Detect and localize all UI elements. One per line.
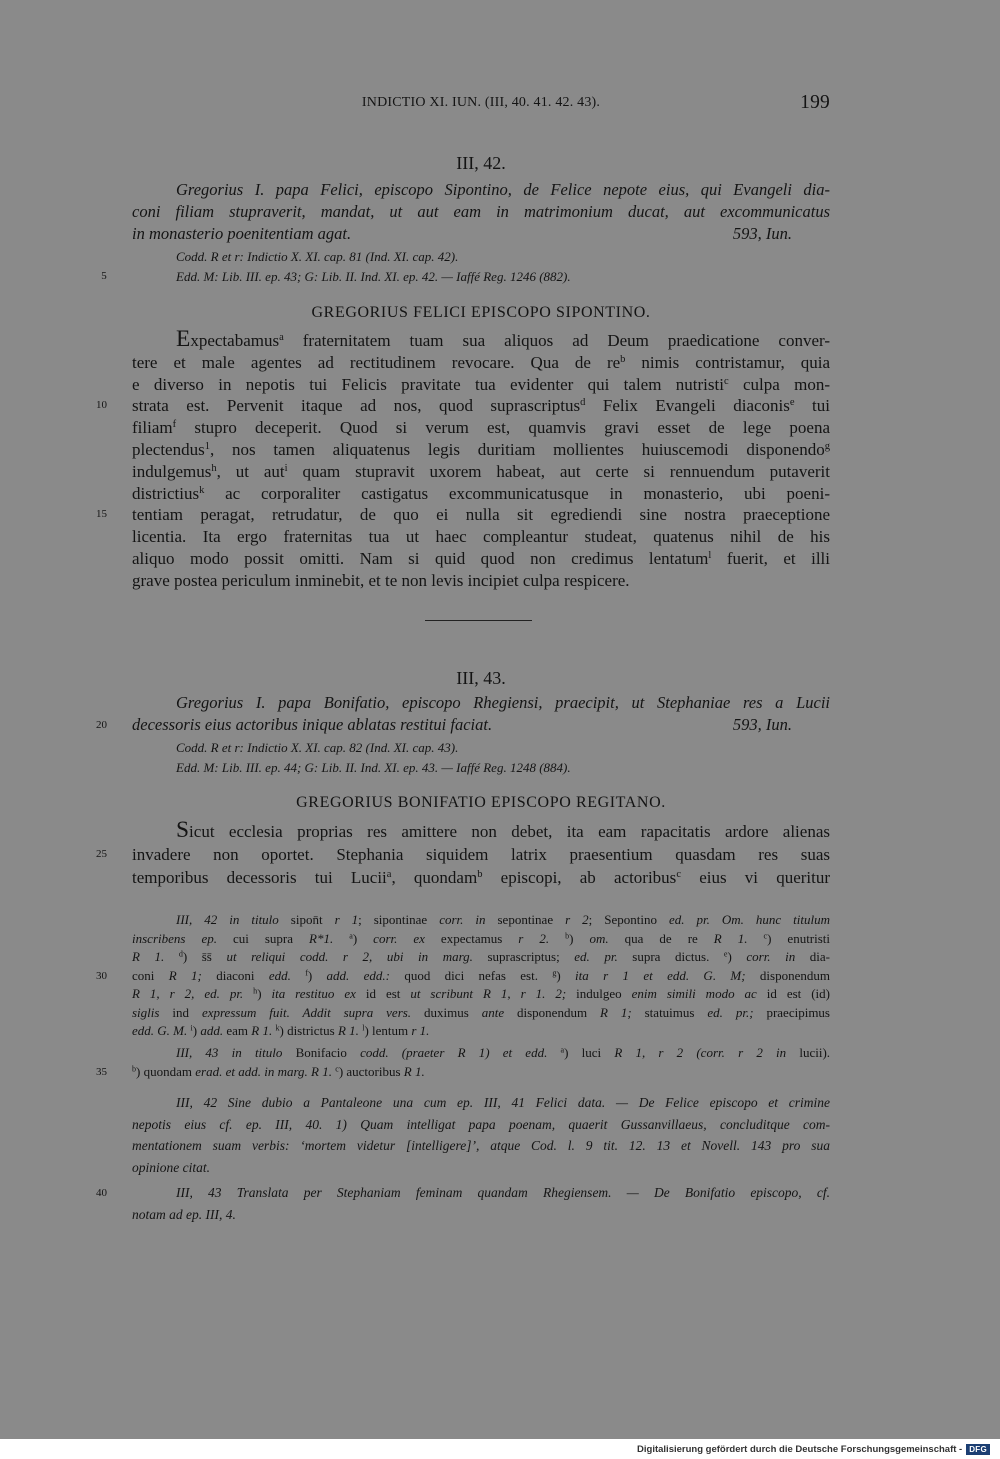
text-run: coni — [132, 967, 169, 983]
letter-sources — [101, 247, 830, 286]
letter-title: GREGORIUS BONIFATIO EPISCOPO REGITANO. — [296, 794, 666, 811]
text-run: III, 43 Translata per Stephaniam feminam quandam Rhegiensem. — De Bonifatio episcopo, cf. — [176, 1185, 830, 1200]
italic-text: R 1. — [713, 930, 748, 946]
letter-body — [96, 817, 831, 889]
text-run: qua de re — [608, 930, 714, 946]
italic-text: R*1. — [309, 930, 334, 946]
text-run: fuerit, et illi — [711, 548, 830, 568]
text-run: strata est. Pervenit itaque ad nos, quod suprascriptus — [132, 396, 581, 416]
text-run: Gregorius I. papa Felici, episcopo Sipontino, de Felice nepote eius, qui Evangeli dia- — [176, 180, 830, 199]
italic-text: r 1 — [334, 912, 359, 927]
footnote-marker: d — [178, 949, 183, 959]
text-run: filiam — [132, 418, 173, 438]
text-run: Edd. M: Lib. III. ep. 44; G: Lib. II. Ind. XI. ep. 43. — Iaffé Reg. 1248 (884). — [176, 760, 571, 775]
italic-text: R 1; — [168, 967, 202, 983]
footer-bar — [0, 1439, 1000, 1459]
text-run: ) — [192, 1023, 201, 1038]
italic-text: ita r 1 et edd. G. M; — [575, 967, 746, 983]
text-run: supra dictus. — [617, 949, 724, 964]
footnote-marker: f — [305, 968, 308, 978]
text-line — [132, 247, 830, 267]
text-run: Bonifacio — [282, 1045, 361, 1060]
margin-line-number: 10 — [96, 399, 107, 412]
italic-text: R 1, r 2, ed. pr. — [132, 986, 244, 1001]
italic-text: siglis — [132, 1004, 160, 1020]
text-line — [132, 548, 830, 570]
margin-line-number: 5 — [101, 269, 107, 282]
text-run — [164, 949, 179, 964]
text-run: ; Sepontino — [588, 912, 669, 927]
text-run: statuimus — [631, 1004, 708, 1020]
text-run: cui supra — [216, 930, 310, 946]
text-run — [710, 912, 722, 927]
text-run: quam stupravit uxorem habeat, aut certe si rennuendum putaverit — [287, 461, 830, 481]
text-run: eius vi queritur — [681, 868, 831, 887]
text-run: sipon̄t — [278, 912, 335, 927]
italic-text: R 1. — [251, 1023, 273, 1038]
italic-text: R 1. — [132, 949, 165, 964]
text-run — [547, 1045, 560, 1060]
text-run: Codd. R et r: Indictio X. XI. cap. 81 (Ind. XI. cap. 42). — [176, 249, 459, 264]
text-run: in monasterio poenitentiam agat. — [132, 224, 352, 243]
italic-text: Om. hunc titulum — [721, 912, 831, 927]
text-run: culpa mon- — [728, 374, 830, 394]
text-run: notam ad ep. III, 4. — [132, 1207, 236, 1222]
text-line — [132, 692, 830, 714]
text-run: ) — [727, 949, 747, 964]
italic-text: ut scribunt R 1, r 1. 2; — [410, 986, 567, 1001]
italic-text: erad. et add. in marg. R 1. — [195, 1063, 332, 1079]
italic-text: corr. in — [439, 912, 486, 927]
text-line — [96, 395, 830, 417]
text-run — [549, 931, 565, 946]
footnote-marker: c — [335, 1064, 339, 1074]
line-text — [132, 714, 492, 736]
italic-text: ita restituo ex — [271, 986, 356, 1001]
italic-text: R 1, r 2 (corr. r 2 in — [614, 1045, 787, 1060]
text-line — [132, 948, 830, 967]
text-run: Edd. M: Lib. III. ep. 43; G: Lib. II. Ind. XI. ep. 42. — Iaffé Reg. 1246 (882). — [176, 268, 571, 284]
text-run: districtius — [132, 483, 200, 503]
letter-regest — [132, 179, 830, 245]
italic-text: inscribens ep. — [132, 930, 217, 946]
text-line — [96, 1063, 830, 1082]
margin-line-number: 25 — [96, 848, 107, 860]
text-line — [132, 352, 830, 374]
letter-sources — [132, 738, 830, 778]
italic-text: add. edd.: — [326, 967, 390, 983]
text-run: , ut aut — [216, 461, 285, 481]
footnote-marker: g — [824, 441, 830, 453]
italic-text: ed. pr. — [574, 949, 618, 964]
text-line — [132, 930, 830, 949]
text-run: grave postea periculum inminebit, et te non levis incipiet culpa respicere. — [132, 570, 630, 590]
italic-text: edd. — [268, 967, 291, 983]
italic-text: corr. in — [746, 949, 796, 964]
text-run: suprascriptus; — [472, 949, 575, 964]
margin-line-number: 30 — [96, 969, 107, 982]
italic-text: om. — [589, 930, 609, 946]
text-run: ac corporaliter castigatus excommunicatusque in monasterio, ubi poeni- — [204, 483, 830, 503]
text-run: aliquo modo possit omitti. Nam si quid quod non credimus lentatum — [132, 548, 709, 568]
text-line — [132, 1092, 830, 1114]
italic-text: enim simili modo ac — [631, 986, 757, 1001]
italic-text: ante — [481, 1004, 505, 1020]
text-run: mentationem suam verbis: ‘mortem videtur [intelligere]’, atque Cod. l. 9 tit. 12. 13 et Novell. 143 pro sua — [132, 1138, 830, 1154]
italic-text: III, 43 — [176, 1045, 219, 1060]
text-run: ) luci — [564, 1045, 615, 1060]
footnote-marker: h — [211, 462, 217, 474]
critical-apparatus — [96, 911, 831, 1041]
text-run: stupro deceperit. Quod si verum est, quamvis gravi esset de lege poena — [176, 418, 830, 438]
italic-text: in titulo — [231, 1045, 283, 1060]
italic-text: III, 42 — [176, 912, 218, 927]
footnote-marker: a — [349, 931, 353, 941]
running-head — [132, 92, 830, 114]
text-run: ; sipontinae — [358, 912, 440, 927]
italic-text: ed. pr.; — [707, 1004, 754, 1020]
italic-text: r 1. — [411, 1023, 430, 1038]
text-run: expectamus — [424, 930, 519, 946]
text-line — [132, 1114, 830, 1136]
text-run: ) enutristi — [767, 930, 831, 946]
text-line — [132, 374, 830, 396]
italic-text: add. — [200, 1023, 224, 1038]
text-line — [96, 1182, 830, 1204]
running-title: INDICTIO XI. IUN. (III, 40. 41. 42. 43). — [361, 95, 601, 110]
funding-notice: Digitalisierung gefördert durch die Deutsche Forschungsgemeinschaft - — [637, 1443, 963, 1455]
text-run: lucii). — [786, 1045, 831, 1060]
footnote-marker: b — [620, 354, 626, 365]
footnote-marker: c — [763, 931, 768, 941]
text-run: disponendum — [504, 1004, 600, 1020]
regest-date: 593, Iun. — [732, 715, 792, 734]
text-line — [132, 1157, 830, 1179]
footnote-marker: d — [580, 397, 586, 409]
italic-text: R 1. — [403, 1063, 425, 1079]
text-run: opinione citat. — [132, 1160, 210, 1176]
text-run: ) — [556, 967, 576, 983]
text-run: id est (id) — [756, 986, 830, 1001]
text-run: ) — [307, 967, 327, 983]
margin-line-number: 35 — [96, 1065, 107, 1078]
text-line — [132, 326, 830, 352]
footnote-marker: k — [275, 1023, 280, 1033]
text-run: Codd. R et r: Indictio X. XI. cap. 82 (Ind. XI. cap. 43). — [176, 740, 459, 755]
dfg-logo: DFG — [966, 1444, 990, 1455]
text-line — [132, 1044, 830, 1063]
footnote-marker: 1 — [204, 441, 210, 453]
italic-text: corr. ex — [373, 930, 425, 946]
text-run: dia- — [795, 949, 831, 964]
text-run: sepontinae — [485, 912, 566, 927]
italic-text: edd. G. M. — [132, 1023, 188, 1038]
text-line — [132, 570, 830, 592]
text-line — [132, 866, 830, 889]
text-run: diaconi — [201, 967, 269, 983]
text-line — [132, 758, 830, 778]
text-run: quod dici nefas est. — [390, 967, 553, 983]
italic-text: R 1; — [600, 1004, 632, 1020]
text-run: tentiam peragat, retrudatur, de quo ei nulla sit egrediendi sine nostra praeceptione — [132, 505, 830, 525]
italic-text: ed. pr. — [669, 912, 710, 927]
footnote-marker: c — [723, 375, 729, 387]
margin-line-number: 20 — [96, 719, 107, 731]
italic-text: R 1. — [337, 1023, 359, 1038]
footnote-marker: h — [253, 986, 258, 996]
text-run — [243, 986, 253, 1001]
footnote-marker: i — [190, 1023, 193, 1033]
text-run — [218, 1045, 231, 1060]
text-run: Gregorius I. papa Bonifatio, episcopo Rhegiensi, praecipit, ut Stephaniae res a Lucii — [176, 693, 830, 712]
footnote-marker: i — [284, 462, 288, 474]
text-run: plectendus — [132, 439, 205, 459]
text-run: fraternitatem tuam sua aliquos ad Deum praedicatione conver- — [283, 331, 830, 350]
text-run: indulgemus — [132, 461, 212, 481]
text-line — [96, 504, 830, 526]
text-line — [96, 843, 830, 866]
italic-text: r 2. — [518, 930, 550, 946]
footnote-marker: b — [132, 1064, 137, 1074]
footnote-marker: b — [477, 869, 483, 881]
text-line — [132, 819, 830, 843]
text-line — [132, 526, 830, 548]
text-run: ) auctoribus — [338, 1063, 404, 1079]
letter-regest — [96, 692, 830, 736]
text-run — [291, 968, 305, 983]
footnote-marker: k — [199, 484, 205, 496]
italic-text: r 2 — [565, 912, 589, 927]
text-line — [132, 911, 830, 930]
text-run: nimis contristamur, quia — [625, 352, 831, 372]
text-line — [132, 1204, 830, 1226]
text-run: III, 42 Sine dubio a Pantaleone una cum ep. III, 41 Felici data. — De Felice episcopo et crimine — [176, 1095, 830, 1110]
text-line — [132, 1022, 830, 1041]
line-text — [132, 223, 351, 245]
text-line — [132, 223, 830, 245]
text-line — [132, 738, 830, 758]
text-run: ) — [257, 986, 272, 1001]
text-line — [132, 1135, 830, 1157]
text-run: Felix Evangeli diaconis — [585, 396, 790, 416]
text-run: tere et male agentes ad rectitudinem revocare. Qua de re — [132, 352, 621, 372]
text-run: indulgeo — [566, 986, 632, 1001]
text-line — [101, 267, 830, 287]
footnote-marker: c — [676, 869, 681, 881]
text-run: , quondam — [391, 868, 478, 887]
text-run: ) s̄s̄ — [182, 949, 227, 964]
italic-text: in titulo — [229, 912, 279, 927]
text-line — [132, 483, 830, 505]
text-line — [132, 201, 830, 223]
footnote-marker: g — [552, 968, 557, 978]
footnote-marker: e — [723, 949, 728, 959]
text-run: e diverso in nepotis tui Felicis pravitate tua evidenter qui talem nutristi — [132, 374, 724, 394]
text-run: ) — [352, 930, 374, 946]
text-run: ) districtus — [279, 1023, 338, 1038]
footnote-marker: a — [560, 1045, 565, 1055]
letter-number: III, 42. — [456, 153, 506, 173]
footnote-marker: f — [172, 419, 177, 431]
footnote-marker: l — [362, 1023, 365, 1033]
text-run: praecipimus — [753, 1004, 830, 1020]
text-run: id est — [355, 986, 411, 1001]
text-run — [748, 931, 764, 946]
text-run: eam — [223, 1023, 252, 1038]
text-run: licentia. Ita ergo fraternitas tua ut haec compleantur studeat, quatenus nihil de his — [132, 527, 830, 547]
text-run: , nos tamen aliquatenus legis duritiam mollientes huiuscemodi disponendo — [209, 439, 825, 459]
text-line — [132, 179, 830, 201]
text-line — [132, 417, 830, 439]
letter-number: III, 43. — [456, 668, 506, 688]
page-number: 199 — [800, 92, 830, 113]
text-line — [132, 1004, 830, 1023]
text-line — [96, 967, 830, 986]
text-line — [132, 439, 830, 461]
text-line — [132, 985, 830, 1004]
letter-title: GREGORIUS FELICI EPISCOPO SIPONTINO. — [311, 304, 651, 321]
text-run: nepotis eius cf. ep. III, 40. 1) Quam intelligat papa poenam, quaerit Gussanvillaeus, concluditque com- — [132, 1116, 830, 1132]
text-run: Sicut ecclesia proprias res amittere non debet, ita eam rapacitatis ardore alienas — [176, 817, 830, 843]
italic-text: ut reliqui codd. r 2, ubi in marg. — [226, 949, 473, 964]
italic-text: expressum fuit. Addit supra vers. — [201, 1004, 412, 1020]
margin-line-number: 40 — [96, 1187, 107, 1199]
footnote-marker: a — [279, 332, 284, 344]
text-run: tui — [794, 396, 830, 416]
margin-line-number: 15 — [96, 508, 107, 521]
critical-apparatus — [96, 1044, 831, 1081]
text-run: duximus — [411, 1004, 482, 1020]
text-run: ) quondam — [136, 1063, 196, 1079]
letter-body — [96, 326, 831, 592]
regest-date: 593, Iun. — [732, 224, 792, 243]
section-divider — [425, 620, 532, 621]
footnote-marker: b — [565, 931, 570, 941]
footnote-marker: e — [789, 397, 795, 409]
text-run: invadere non oportet. Stephania siquidem latrix praesentium quasdam res suas — [132, 845, 830, 864]
text-run — [333, 931, 349, 946]
text-line — [96, 714, 830, 736]
text-run — [217, 912, 229, 927]
text-run: decessoris eius actoribus inique ablatas restitui faciat. — [132, 715, 493, 734]
text-run: ) lentum — [364, 1023, 412, 1038]
text-run: ) — [569, 930, 590, 946]
text-run: ind — [159, 1004, 202, 1020]
explanatory-notes — [96, 1182, 830, 1226]
text-run: coni filiam stupraverit, mandat, ut aut eam in matrimonium ducat, aut excommunicatus — [132, 202, 830, 221]
text-run: episcopi, ab actoribus — [482, 868, 677, 887]
footnote-marker: l — [708, 550, 712, 562]
text-line — [132, 461, 830, 483]
footnote-marker: a — [386, 869, 392, 881]
text-run: disponendum — [745, 967, 830, 983]
explanatory-notes — [132, 1092, 830, 1179]
italic-text: codd. (praeter R 1) et edd. — [360, 1045, 548, 1060]
text-run: Expectabamus — [176, 326, 280, 352]
text-run: temporibus decessoris tui Lucii — [132, 868, 387, 887]
